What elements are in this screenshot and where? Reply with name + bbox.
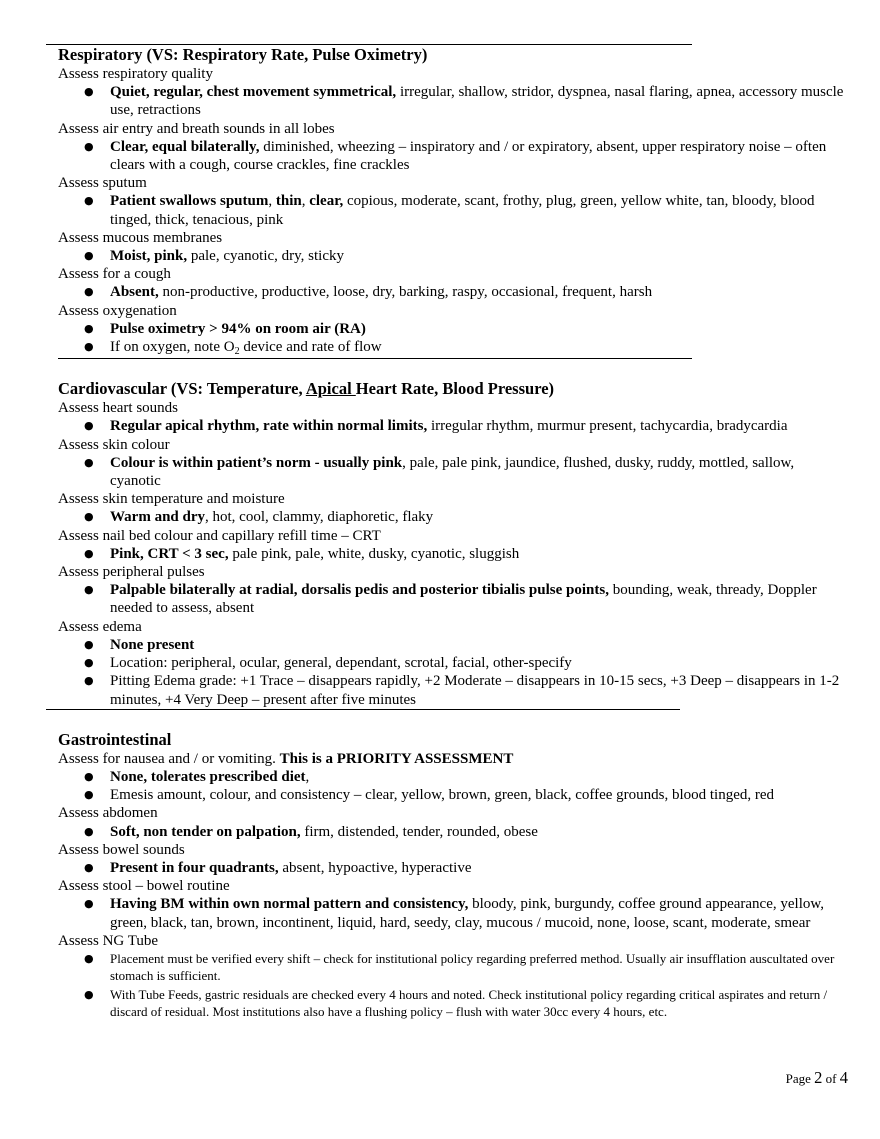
list-item: ● Location: peripheral, ocular, general, dependant, scrotal, facial, other-specify [58, 654, 848, 672]
assess-nail-bed: Assess nail bed colour and capillary refill time – CRT [58, 527, 381, 544]
assess-mucous-membranes: Assess mucous membranes [58, 229, 223, 246]
nausea-list [58, 768, 848, 804]
gastrointestinal-heading: Gastrointestinal [58, 729, 172, 749]
list-item: ● Warm and dry, hot, cool, clammy, diaphoretic, flaky [58, 508, 848, 526]
assess-air-entry: Assess air entry and breath sounds in all lobes [58, 120, 335, 137]
cough-list [58, 283, 848, 301]
pulses-list [58, 581, 848, 617]
respiratory-quality-list [58, 83, 848, 119]
assess-peripheral-pulses: Assess peripheral pulses [58, 564, 205, 581]
list-item: ● Placement must be verified every shift – check for institutional policy regarding preferred method. Usually air insufflation auscultated over stomach is sufficient. [58, 950, 848, 984]
list-item: ● Pitting Edema grade: +1 Trace – disappears rapidly, +2 Moderate – disappears in 10-15 secs, +3 Deep – disappears in 1-2 minutes, +4 Very Deep – present after five minutes [58, 672, 848, 708]
assess-stool: Assess stool – bowel routine [58, 878, 230, 895]
list-item: ● Emesis amount, colour, and consistency – clear, yellow, brown, green, black, coffee grounds, blood tinged, red [58, 786, 848, 804]
list-item: ● Moist, pink, pale, cyanotic, dry, sticky [58, 247, 848, 265]
assess-cough: Assess for a cough [58, 266, 171, 283]
nail-bed-list [58, 545, 848, 563]
list-item: ● Regular apical rhythm, rate within normal limits, irregular rhythm, murmur present, tachycardia, bradycardia [58, 417, 848, 435]
assess-sputum: Assess sputum [58, 175, 147, 192]
assess-nausea: Assess for nausea and / or vomiting. This is a PRIORITY ASSESSMENT [58, 750, 514, 767]
bowel-sounds-list [58, 859, 848, 877]
list-item: ● Clear, equal bilaterally, diminished, wheezing – inspiratory and / or expiratory, absent, upper respiratory noise – often clears with a cough, course crackles, fine crackles [58, 138, 848, 174]
assess-heart-sounds: Assess heart sounds [58, 400, 178, 417]
list-item: ● Patient swallows sputum, thin, clear, copious, moderate, scant, frothy, plug, green, yellow white, tan, bloody, blood tinged, thick, tenacious, pink [58, 192, 848, 228]
respiratory-heading: Respiratory (VS: Respiratory Rate, Pulse Oximetry) [58, 45, 428, 64]
skin-colour-list [58, 454, 848, 490]
gastrointestinal-section [58, 730, 848, 1020]
abdomen-list [58, 823, 848, 841]
list-item: ● Absent, non-productive, productive, loose, dry, barking, raspy, occasional, frequent, harsh [58, 283, 848, 301]
cardiovascular-section [58, 379, 848, 708]
air-entry-list [58, 138, 848, 174]
page-number: Page 2 of 4 [785, 1068, 848, 1087]
list-item: ● Having BM within own normal pattern and consistency, bloody, pink, burgundy, coffee ground appearance, yellow, green, black, tan, brown, incontinent, liquid, hard, seedy, clay, mucous / mucoid, none, loose, scant, moderate, smear [58, 895, 848, 931]
edema-list [58, 636, 848, 709]
assess-abdomen: Assess abdomen [58, 805, 158, 822]
list-item: ● Quiet, regular, chest movement symmetrical, irregular, shallow, stridor, dyspnea, nasal flaring, apnea, accessory muscle use, retractions [58, 83, 848, 119]
sputum-list [58, 192, 848, 228]
cardiovascular-heading: Cardiovascular (VS: Temperature, Apical Heart Rate, Blood Pressure) [58, 379, 555, 399]
assess-edema: Assess edema [58, 618, 142, 635]
list-item: ● Palpable bilaterally at radial, dorsalis pedis and posterior tibialis pulse points, bounding, weak, thready, Doppler needed to assess, absent [58, 581, 848, 617]
list-item: ● Soft, non tender on palpation, firm, distended, tender, rounded, obese [58, 823, 848, 841]
list-item: ● None present [58, 636, 848, 654]
list-item: ● If on oxygen, note $O_2$ device and rate of flow [58, 338, 848, 358]
assess-respiratory-quality: Assess respiratory quality [58, 66, 213, 82]
list-item: ● Colour is within patient’s norm - usually pink, pale, pale pink, jaundice, flushed, dusky, ruddy, mottled, sallow, cyanotic [58, 454, 848, 490]
assess-bowel-sounds: Assess bowel sounds [58, 841, 185, 858]
list-item: ● Present in four quadrants, absent, hypoactive, hyperactive [58, 859, 848, 877]
respiratory-section [58, 45, 848, 358]
heart-sounds-list [58, 417, 848, 435]
assess-ng-tube: Assess NG Tube [58, 932, 159, 949]
stool-list [58, 895, 848, 931]
assess-skin-temperature: Assess skin temperature and moisture [58, 491, 285, 508]
list-item: ● Pulse oximetry > 94% on room air (RA) [58, 320, 848, 338]
oxygenation-list [58, 320, 848, 358]
assess-oxygenation: Assess oxygenation [58, 302, 177, 319]
mucous-list [58, 247, 848, 265]
document-page [58, 44, 848, 1022]
assess-skin-colour: Assess skin colour [58, 436, 170, 453]
list-item: ● Pink, CRT < 3 sec, pale pink, pale, white, dusky, cyanotic, sluggish [58, 545, 848, 563]
skin-temperature-list [58, 508, 848, 526]
ng-tube-list [58, 950, 848, 1020]
list-item: ● With Tube Feeds, gastric residuals are checked every 4 hours and noted. Check institutional policy regarding critical aspirates and return / discard of residual. Most institutions also have a flushing policy – flush with water 30cc every 4 hours, etc. [58, 986, 848, 1020]
list-item: ● None, tolerates prescribed diet, [58, 768, 848, 786]
